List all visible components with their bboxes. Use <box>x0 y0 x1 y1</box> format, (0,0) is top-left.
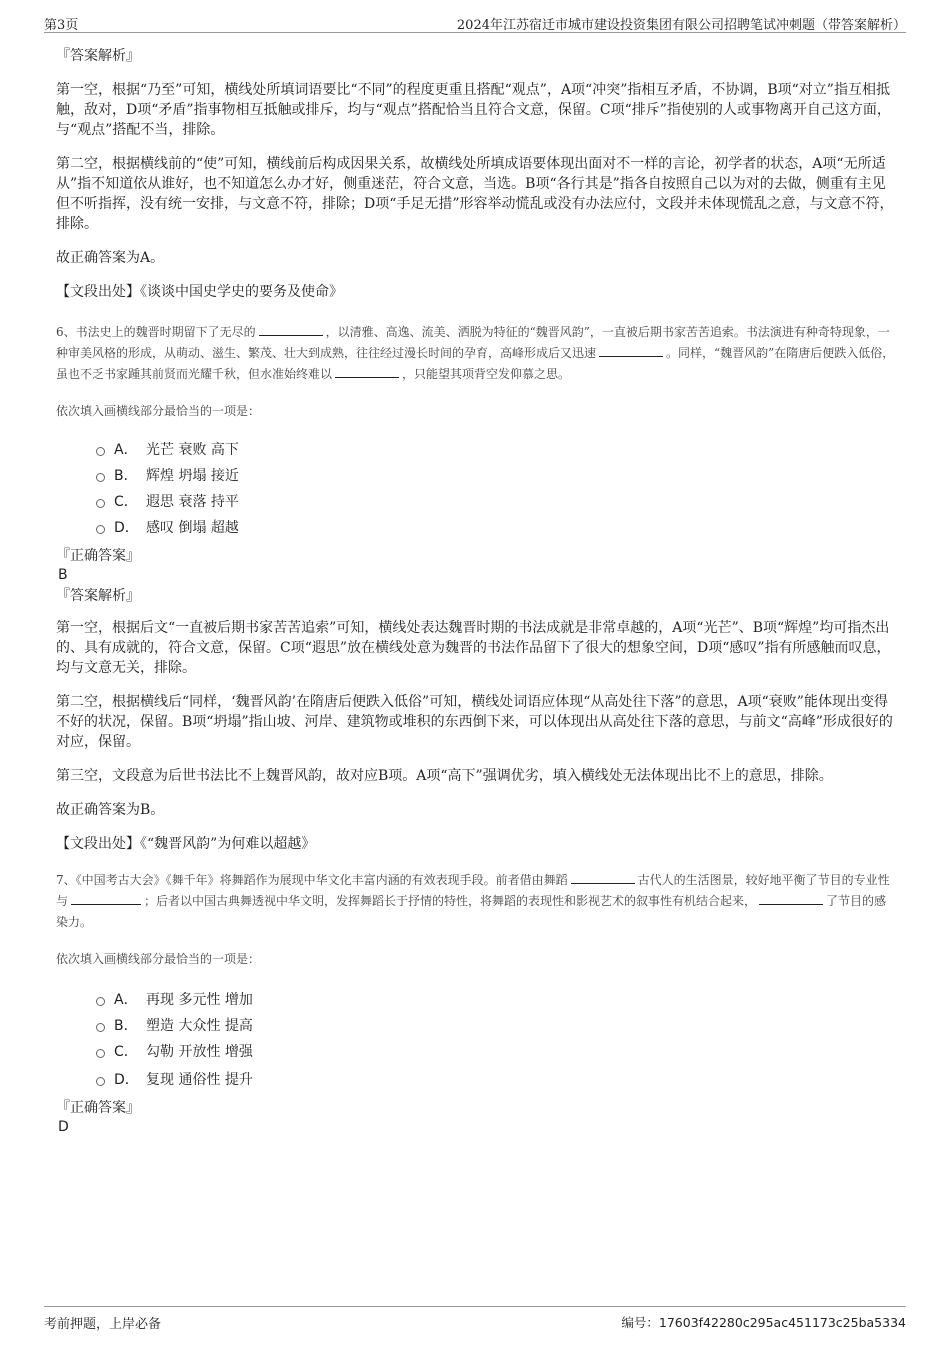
q7-options <box>96 986 898 1094</box>
radio-icon[interactable] <box>96 447 105 456</box>
q7-prompt: 依次填入画横线部分最恰当的一项是： <box>56 952 261 966</box>
q6-conclusion: 故正确答案为B。 <box>56 802 165 818</box>
q7-option-a[interactable]: A． 再现 多元性 增加 <box>96 986 898 1012</box>
q6-analysis-para1: 第一空，根据后文“一直被后期书家苦苦追索”可知，横线处表达魏晋时期的书法成就是非常卓越的，A项“光芒”、B项“辉煌”均可指杰出的、具有成就的，符合文意，保留。C项“遐思”放在横线处意为魏晋的书法作品留下了很大的想象空间，D项“感叹”指有所感触而叹息，均与文意无关，排除。 <box>56 620 891 676</box>
q6-answer-tag: 『正确答案』 <box>56 548 140 564</box>
q7-answer: D <box>58 1119 69 1135</box>
q7-answer-tag: 『正确答案』 <box>56 1100 140 1116</box>
footer-slogan: 考前押题，上岸必备 <box>44 1317 162 1332</box>
page-footer <box>44 1306 906 1331</box>
q7-option-c[interactable]: C． 勾勒 开放性 增强 <box>96 1038 898 1064</box>
page-header <box>44 12 906 33</box>
q5-analysis-para2: 第二空，根据横线前的“使”可知，横线前后构成因果关系，故横线处所填成语要体现出面对不一样的言论，初学者的状态，A项“无所适从”指不知道依从谁好，也不知道怎么办才好，侧重迷茫，符合文意，当选。B项“各行其是”指各自按照自己以为对的去做，侧重有主见但不听指挥，没有统一安排，与文意不符，排除；D项“手足无措”形容举动慌乱或没有办法应付，文段并未体现慌乱之意，与文意不符，排除。 <box>56 156 894 232</box>
radio-icon[interactable] <box>96 525 105 534</box>
q6-option-d[interactable]: D． 感叹 倒塌 超越 <box>96 514 898 540</box>
q7-blank-3 <box>759 892 823 905</box>
q5-source: 【文段出处】《谈谈中国史学史的要务及使命》 <box>56 284 343 300</box>
document-id: 编号：17603f42280c295ac451173c25ba5334 <box>621 1315 906 1330</box>
q6-option-c[interactable]: C． 遐思 衰落 持平 <box>96 488 898 514</box>
radio-icon[interactable] <box>96 499 105 508</box>
page-content <box>56 46 898 1136</box>
q7-blank-1 <box>571 871 635 884</box>
q6-blank-2 <box>599 344 663 357</box>
q6-options <box>96 436 898 540</box>
q7-blank-2 <box>71 892 141 905</box>
q6-stem: 6、书法史上的魏晋时期留下了无尽的 ，以清雅、高逸、流美、洒脱为特征的“魏晋风韵”，一直被后期书家苦苦追索。书法演进有种奇特现象，一种审美风格的形成，从萌动、滋生、繁茂、壮大到成熟，往往经过漫长时间的孕育，高峰形成后又迅速 。同样，“魏晋风韵”在隋唐后便跌入低俗，虽也不乏书家踵其前贤而光耀千秋，但水准始终难以 ，只能望其项背空发仰慕之思。 <box>56 325 895 381</box>
q5-conclusion: 故正确答案为A。 <box>56 250 165 266</box>
q6-blank-3 <box>335 365 399 378</box>
q6-analysis-para3: 第三空，文段意为后世书法比不上魏晋风韵，故对应B项。A项“高下”强调优劣，填入横线处无法体现出比不上的意思，排除。 <box>56 768 833 784</box>
q7-stem: 7、《中国考古大会》《舞千年》将舞蹈作为展现中华文化丰富内涵的有效表现手段。前者借由舞蹈 古代人的生活图景，较好地平衡了节目的专业性与 ；后者以中国古典舞透视中华文明，发挥舞蹈长于抒情的特性，将舞蹈的表现性和影视艺术的叙事性有机结合起来， 了节目的感染力。 <box>56 873 890 929</box>
q7-option-d[interactable]: D． 复现 通俗性 提升 <box>96 1064 898 1094</box>
radio-icon[interactable] <box>96 997 105 1006</box>
q6-blank-1 <box>259 323 323 336</box>
q7-option-b[interactable]: B． 塑造 大众性 提高 <box>96 1012 898 1038</box>
document-title: 2024年江苏宿迁市城市建设投资集团有限公司招聘笔试冲刺题（带答案解析） <box>456 18 906 33</box>
q6-option-b[interactable]: B． 辉煌 坍塌 接近 <box>96 462 898 488</box>
q6-analysis-para2: 第二空，根据横线后“同样，‘魏晋风韵’在隋唐后便跌入低俗”可知，横线处词语应体现“从高处往下落”的意思，A项“衰败”能体现出变得不好的状况，保留。B项“坍塌”指山坡、河岸、建筑物或堆积的东西倒下来，可以体现出从高处往下落的意思，与前文“高峰”形成很好的对应，保留。 <box>56 694 893 750</box>
q6-answer: B <box>58 567 68 583</box>
q6-option-a[interactable]: A． 光芒 衰败 高下 <box>96 436 898 462</box>
page-number: 第3页 <box>44 18 79 33</box>
radio-icon[interactable] <box>96 1077 105 1086</box>
q5-analysis-tag: 『答案解析』 <box>56 48 140 64</box>
radio-icon[interactable] <box>96 473 105 482</box>
radio-icon[interactable] <box>96 1023 105 1032</box>
q5-analysis-para1: 第一空，根据“乃至”可知，横线处所填词语要比“不同”的程度更重且搭配“观点”，A项“冲突”指相互矛盾，不协调，B项“对立”指互相抵触，敌对，D项“矛盾”指事物相互抵触或排斥，均与“观点”搭配恰当且符合文意，保留。C项“排斥”指使别的人或事物离开自己这方面，与“观点”搭配不当，排除。 <box>56 82 891 138</box>
q6-analysis-tag: 『答案解析』 <box>56 588 140 604</box>
q6-source: 【文段出处】《“魏晋风韵”为何难以超越》 <box>56 836 316 852</box>
q6-prompt: 依次填入画横线部分最恰当的一项是： <box>56 404 261 418</box>
radio-icon[interactable] <box>96 1049 105 1058</box>
